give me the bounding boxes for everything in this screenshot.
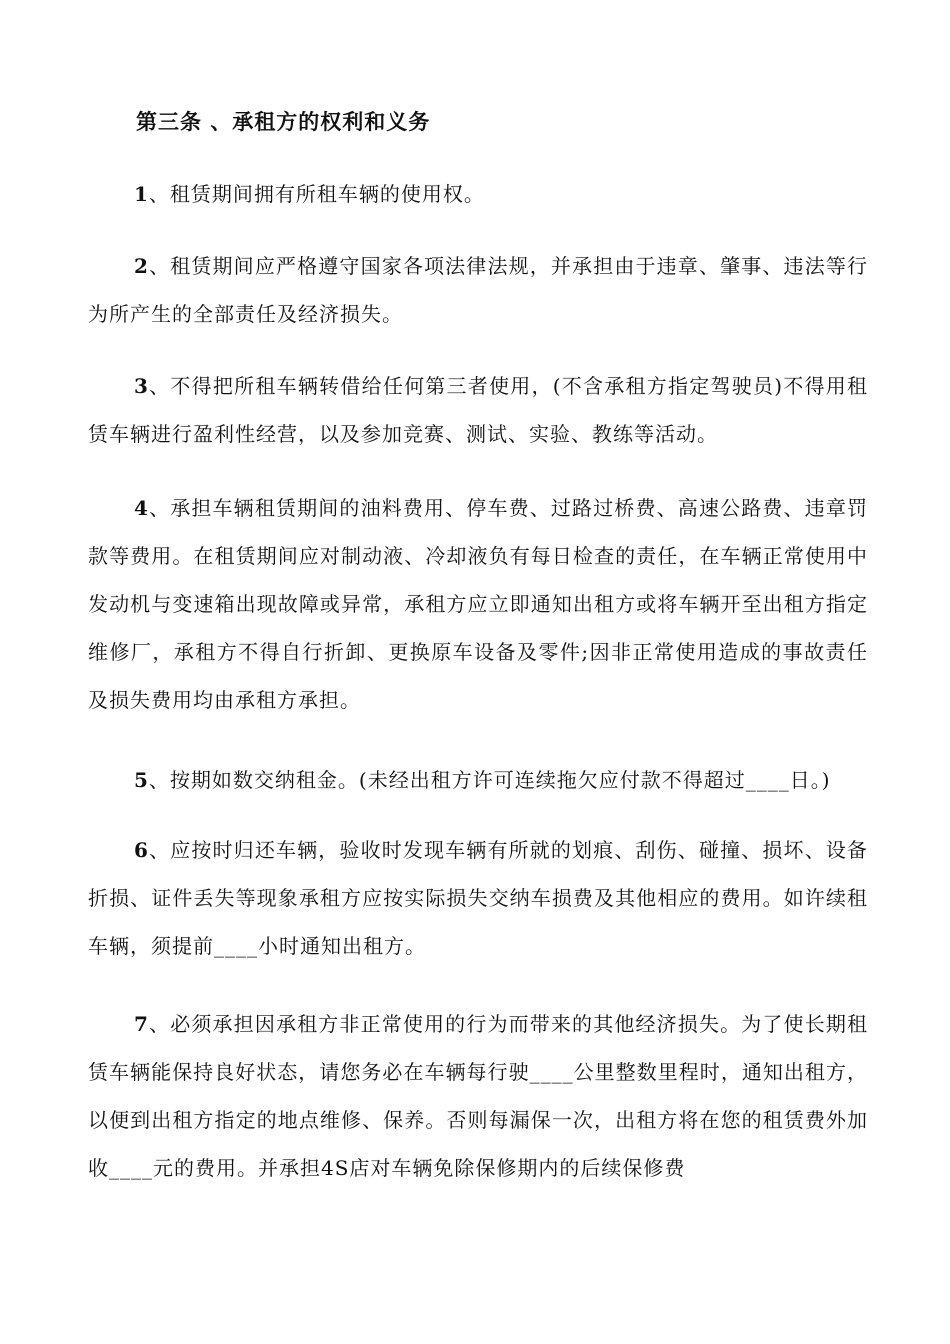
clause-6	[88, 826, 868, 970]
clause-text: 、租赁期间拥有所租车辆的使用权。	[148, 182, 485, 206]
clause-text: 、按期如数交纳租金。(未经出租方许可连续拖欠应付款不得超过____日。)	[148, 768, 831, 792]
clause-5	[88, 756, 868, 804]
clause-number: 2	[134, 254, 149, 278]
clause-3	[88, 362, 868, 458]
clause-number: 5	[134, 768, 149, 792]
clause-number: 6	[134, 838, 149, 862]
section-heading: 第三条 、承租方的权利和义务	[136, 109, 431, 134]
clause-text: 、租赁期间应严格遵守国家各项法律法规，并承担由于违章、肇事、违法等行为所产生的全部责任及经济损失。	[88, 254, 868, 326]
clause-number: 3	[134, 374, 149, 398]
clause-7	[88, 1000, 868, 1192]
clause-text: 、应按时归还车辆，验收时发现车辆有所就的划痕、刮伤、碰撞、损坏、设备折损、证件丢失等现象承租方应按实际损失交纳车损费及其他相应的费用。如许续租车辆，须提前____小时通知出租方。	[88, 838, 868, 958]
clause-text: 、承担车辆租赁期间的油料费用、停车费、过路过桥费、高速公路费、违章罚款等费用。在租赁期间应对制动液、冷却液负有每日检查的责任，在车辆正常使用中发动机与变速箱出现故障或异常，承租方应立即通知出租方或将车辆开至出租方指定维修厂，承租方不得自行折卸、更换原车设备及零件;因非正常使用造成的事故责任及损失费用均由承租方承担。	[88, 496, 868, 712]
clause-1	[88, 170, 868, 218]
clause-text: 、必须承担因承租方非正常使用的行为而带来的其他经济损失。为了使长期租赁车辆能保持良好状态，请您务必在车辆每行驶____公里整数里程时，通知出租方，以便到出租方指定的地点维修、保养。否则每漏保一次，出租方将在您的租赁费外加收____元的费用。并承担4S店对车辆免除保修期内的后续保修费	[88, 1012, 868, 1180]
clause-text: 、不得把所租车辆转借给任何第三者使用，(不含承租方指定驾驶员)不得用租赁车辆进行盈利性经营，以及参加竞赛、测试、实验、教练等活动。	[88, 374, 868, 446]
clause-number: 1	[134, 182, 149, 206]
clause-number: 7	[134, 1012, 149, 1036]
clause-4	[88, 484, 868, 724]
clause-number: 4	[134, 496, 149, 520]
clause-2	[88, 242, 868, 338]
